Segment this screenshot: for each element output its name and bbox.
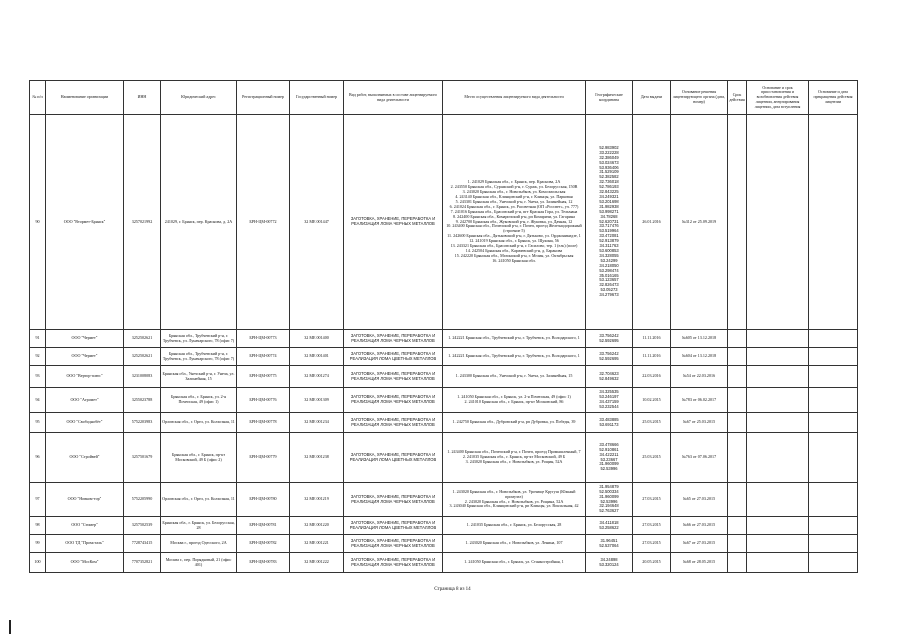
suspension-cell <box>747 330 809 348</box>
state-number-cell: 32 МЕ 001222 <box>290 553 344 573</box>
coordinate-value: 53.600853 <box>599 247 619 253</box>
activity-type-cell: ЗАГОТОВКА, ХРАНЕНИЕ, ПЕРЕРАБОТКА И РЕАЛИЗАЦИЯ ЛОМА ЦВЕТНЫХ МЕТАЛЛОВ <box>344 348 443 366</box>
place-entry: 3. 243020 Брянская обл., г. Новозыбков, ул. Рощин, 52А <box>465 458 563 464</box>
place-entry: 16. 241050 Брянская обл. <box>492 257 536 263</box>
coordinate-value: 52.500334 <box>599 488 619 494</box>
place-entry: 13. 243321 Брянская обл., Брасовский р-н, г. Гасилово, тер. 1 (ель) (поле) <box>450 243 578 249</box>
column-header: Дата выдачи <box>633 81 671 115</box>
legal-address-cell: Брянская обл., г. Брянск, ул. 2-я Почепская, 49 (офис 1) <box>161 388 237 413</box>
coordinate-value: 53.519964 <box>599 228 619 234</box>
issue-date-cell: 22.03.2016 <box>633 366 671 388</box>
decision-basis-cell: №763 от 07.06.2017 <box>671 433 728 483</box>
issue-date-cell: 20.05.2015 <box>633 553 671 573</box>
coordinate-value: 34.218050 <box>599 262 619 268</box>
organization-name-cell: ООО "Стимер" <box>46 517 124 535</box>
coordinates-cell <box>586 517 633 535</box>
coordinate-value: 52.53996 <box>600 466 618 472</box>
coordinate-value: 33.478666 <box>599 441 619 447</box>
place-entry: 12. 241019 Брянская обл., г. Брянск, ул. Щукина, 56 <box>469 238 559 244</box>
state-number-cell: 32 МЕ 001400 <box>290 330 344 348</box>
inn-cell: 3257501679 <box>124 433 161 483</box>
suspension-cell <box>747 517 809 535</box>
termination-cell <box>809 330 858 348</box>
coordinates-cell <box>586 553 633 573</box>
coordinate-value: 53.691173 <box>599 421 619 427</box>
coordinate-value: 52.592695 <box>599 337 619 343</box>
state-number-cell: 32 МЕ 001221 <box>290 535 344 553</box>
place-entry: 1. 241050 Брянская обл., г. Брянск, ул. 2-я Почепская, 49 (офис 1) <box>457 394 571 400</box>
termination-cell <box>809 348 858 366</box>
activity-type-cell: ЗАГОТОВКА, ХРАНЕНИЕ, ПЕРЕРАБОТКА И РЕАЛИЗАЦИЯ ЛОМА ЧЕРНЫХ МЕТАЛЛОВ <box>344 553 443 573</box>
state-number-cell: 32 МЕ 001309 <box>290 388 344 413</box>
column-header: Срок действия <box>728 81 747 115</box>
suspension-cell <box>747 413 809 433</box>
state-number-cell: 32 МЕ 001238 <box>290 433 344 483</box>
organization-name-cell: ООО "Свободнобёт" <box>46 413 124 433</box>
organization-name-cell: ООО "Стройвей" <box>46 433 124 483</box>
coordinate-value: 34.422211 <box>599 451 619 457</box>
row-number-cell: 97 <box>30 483 46 517</box>
issue-date-cell: 11.11.2016 <box>633 330 671 348</box>
activity-type-cell: ЗАГОТОВКА, ХРАНЕНИЕ, ПЕРЕРАБОТКА И РЕАЛИЗАЦИЯ ЛОМА ЧЕРНЫХ МЕТАЛЛОВ <box>344 535 443 553</box>
inn-cell: 5752205990 <box>124 483 161 517</box>
place-entry: 1. 241050 Брянская обл., г. Брянск, ул. Станкостройная, 1 <box>464 559 564 565</box>
coordinate-value: 53.05273 <box>600 287 618 293</box>
registration-number-cell: БРН-ЦМ-00782 <box>237 535 290 553</box>
table-row <box>30 348 858 366</box>
coordinate-value: 31.982938 <box>599 203 619 209</box>
coordinates-cell <box>586 366 633 388</box>
activity-places-cell <box>443 348 586 366</box>
termination-cell <box>809 517 858 535</box>
column-header: Вид работ, выполняемых в составе лицензируемого вида деятельности <box>344 81 443 115</box>
table-row <box>30 413 858 433</box>
suspension-cell <box>747 115 809 330</box>
place-entry: 9. 242700 Брянская обл., Жуковский р-н, г. Жуковка, ул. Дачная, 12 <box>455 218 573 224</box>
coordinates-cell <box>586 330 633 348</box>
place-entry: 5. 243301 Брянская обл., Унечский р-н, г. Унеча, ул. Залинейная, 12 <box>455 198 573 204</box>
suspension-cell <box>747 366 809 388</box>
validity-term-cell <box>728 413 747 433</box>
activity-places-cell <box>443 366 586 388</box>
coordinate-value: 53.298474 <box>599 267 619 273</box>
issue-date-cell: 27.03.2015 <box>633 535 671 553</box>
place-entry: 2. 243020 Брянская обл., г. Новозыбков, ул. Рощина, 52А <box>464 498 564 504</box>
coordinate-value: 52.983902 <box>599 144 619 150</box>
place-entry: 1. 243020 Брянская обл., г. Новозыбков, ул. Ленина, 107 <box>465 540 563 546</box>
coordinate-value: 33.756242 <box>599 332 619 338</box>
activity-type-cell: ЗАГОТОВКА, ХРАНЕНИЕ, ПЕРЕРАБОТКА И РЕАЛИЗАЦИЯ ЛОМА ЧЕРНЫХ МЕТАЛЛОВ <box>344 413 443 433</box>
row-number-cell: 96 <box>30 433 46 483</box>
column-header: № п/п <box>30 81 46 115</box>
coordinate-value: 33.472081 <box>599 233 619 239</box>
coordinate-value: 53.246197 <box>599 394 619 400</box>
coordinates-cell <box>586 413 633 433</box>
row-number-cell: 100 <box>30 553 46 573</box>
organization-name-cell: ООО "МосКом" <box>46 553 124 573</box>
activity-type-cell: ЗАГОТОВКА, ХРАНЕНИЕ, ПЕРЕРАБОТКА И РЕАЛИЗАЦИЯ ЛОМА ЧЕРНЫХ МЕТАЛЛОВ <box>344 330 443 348</box>
inn-cell: 5752203983 <box>124 413 161 433</box>
issue-date-cell: 11.11.2016 <box>633 348 671 366</box>
registration-number-cell: БРН-ЦМ-00780 <box>237 483 290 517</box>
table-row <box>30 535 858 553</box>
row-number-cell: 93 <box>30 366 46 388</box>
activity-places-cell <box>443 535 586 553</box>
place-entry: 1. 242221 Брянская обл., Трубчевский р-н, г. Трубчевск, ул. Володарского, 1 <box>448 353 580 359</box>
coordinate-value: 32.386049 <box>599 154 619 160</box>
inn-cell: 3252502621 <box>124 348 161 366</box>
coordinate-value: 53.998271 <box>599 208 619 214</box>
organization-name-cell: ООО "Вертор-плюс" <box>46 366 124 388</box>
column-header: Наименование организации <box>46 81 124 115</box>
decision-basis-cell: №312 от 25.09.2019 <box>671 115 728 330</box>
place-entry: 6. 241024 Брянская обл., г. Брянск, ул. Рассветная (ОП «Россвет», уч. 777) <box>449 203 579 209</box>
coordinates-cell <box>586 348 633 366</box>
activity-type-cell: ЗАГОТОВКА, ХРАНЕНИЕ, ПЕРЕРАБОТКА И РЕАЛИЗАЦИЯ ЛОМА ЦВЕТНЫХ МЕТАЛЛОВ <box>344 517 443 535</box>
legal-address-cell: Орловская обл., г. Орел, ул. Колхозная, 11 <box>161 413 237 433</box>
place-entry: 14. 242504 Брянская обл., Карачевский р-н, д. Баранова <box>465 247 563 253</box>
coordinate-value: 34.328055 <box>599 252 619 258</box>
license-register-table <box>29 80 858 573</box>
decision-basis-cell: №54 от 22.03.2016 <box>671 366 728 388</box>
decision-basis-cell: №605 от 13.12.2018 <box>671 330 728 348</box>
inn-cell: 3255023788 <box>124 388 161 413</box>
legal-address-cell: Брянская обл., Унечский р-н, г. Унеча, ул. Залинейная, 15 <box>161 366 237 388</box>
organization-name-cell: ООО "Чермет" <box>46 348 124 366</box>
legal-address-cell: Брянская обл., Трубчевский р-н, г. Трубчевск, ул. Луначарского, 78 (офис 7) <box>161 330 237 348</box>
validity-term-cell <box>728 115 747 330</box>
table-row <box>30 366 858 388</box>
coordinate-value: 35.016165 <box>599 272 619 278</box>
suspension-cell <box>747 483 809 517</box>
registration-number-cell: БРН-ЦМ-00774 <box>237 348 290 366</box>
registration-number-cell: БРН-ЦМ-00775 <box>237 366 290 388</box>
coordinate-value: 34.325535 <box>599 389 619 395</box>
registration-number-cell: БРН-ЦМ-00773 <box>237 330 290 348</box>
activity-places-cell <box>443 483 586 517</box>
coordinate-value: 34.78268 <box>600 213 618 219</box>
coordinate-value: 31.960099 <box>599 461 619 467</box>
coordinate-value: 52.786193 <box>599 184 619 190</box>
state-number-cell: 32 МЕ 001219 <box>290 483 344 517</box>
organization-name-cell: ООО "Новком-тор" <box>46 483 124 517</box>
termination-cell <box>809 115 858 330</box>
place-entry: 2. 241010 Брянская обл., г. Брянск, пр-кт Московский, 86 <box>464 399 564 404</box>
coordinate-value: 53.024673 <box>599 159 619 165</box>
validity-term-cell <box>728 330 747 348</box>
table-header <box>30 81 858 115</box>
registration-number-cell: БРН-ЦМ-00778 <box>237 413 290 433</box>
coordinate-value: 52.910861 <box>599 446 619 452</box>
activity-type-cell: ЗАГОТОВКА, ХРАНЕНИЕ, ПЕРЕРАБОТКА И РЕАЛИЗАЦИЯ ЛОМА ЧЕРНЫХ МЕТАЛЛОВ <box>344 115 443 330</box>
validity-term-cell <box>728 553 747 573</box>
validity-term-cell <box>728 517 747 535</box>
place-entry: 15. 242220 Брянская обл., Мглинский р-н, г. Мглин, ул. Октябрьская <box>454 252 574 258</box>
coordinate-value: 32.736018 <box>599 179 619 185</box>
coordinate-value: 34.437159 <box>599 399 619 404</box>
row-number-cell: 90 <box>30 115 46 330</box>
coordinate-value: 32.826473 <box>599 282 619 288</box>
activity-places-cell <box>443 553 586 573</box>
organization-name-cell: ООО "Агромет" <box>46 388 124 413</box>
termination-cell <box>809 388 858 413</box>
state-number-cell: 32 МЕ 001447 <box>290 115 344 330</box>
decision-basis-cell: №67 от 25.03.2015 <box>671 413 728 433</box>
registration-number-cell: БРН-ЦМ-00781 <box>237 517 290 535</box>
decision-basis-cell: №67 от 27.03.2015 <box>671 535 728 553</box>
termination-cell <box>809 433 858 483</box>
validity-term-cell <box>728 366 747 388</box>
table-row <box>30 115 858 330</box>
coordinates-cell <box>586 483 633 517</box>
coordinate-value: 31.954879 <box>599 483 619 489</box>
state-number-cell: 32 МЕ 001274 <box>290 366 344 388</box>
coordinate-value: 34.279673 <box>599 292 619 298</box>
coordinate-value: 31.960099 <box>599 493 619 499</box>
table-body <box>30 115 858 573</box>
inn-cell: 3257021992 <box>124 115 161 330</box>
organization-name-cell: ООО "Втормет-Брянск" <box>46 115 124 330</box>
coordinate-value: 34.311763 <box>599 243 619 249</box>
legal-address-cell: Орловская обл., г. Орел, ул. Колхозная, 11 <box>161 483 237 517</box>
page-number: Страница 8 из 14 <box>434 587 471 592</box>
table-row <box>30 433 858 483</box>
coordinate-value: 52.763627 <box>599 508 619 514</box>
suspension-cell <box>747 388 809 413</box>
organization-name-cell: ООО "Чермет" <box>46 330 124 348</box>
row-number-cell: 98 <box>30 517 46 535</box>
decision-basis-cell: №68 от 28.05.2015 <box>671 553 728 573</box>
coordinate-value: 32.843225 <box>599 189 619 195</box>
row-number-cell: 95 <box>30 413 46 433</box>
row-number-cell: 99 <box>30 535 46 553</box>
coordinates-cell <box>586 388 633 413</box>
coordinates-cell <box>586 433 633 483</box>
row-number-cell: 92 <box>30 348 46 366</box>
decision-basis-cell: №66 от 27.03.2015 <box>671 517 728 535</box>
place-entry: 1. 241029 Брянская обл., г. Брянск, пер. Краснова, 2А <box>467 179 561 185</box>
coordinate-value: 33.222228 <box>599 149 619 155</box>
coordinate-value: 52.382582 <box>599 174 619 180</box>
state-number-cell: 32 МЕ 001234 <box>290 413 344 433</box>
issue-date-cell: 27.03.2015 <box>633 483 671 517</box>
coordinate-value: 53.123657 <box>599 277 619 283</box>
coordinate-value: 52.620731 <box>599 218 619 224</box>
legal-address-cell: 241029, г. Брянск, пер. Краснова, д. 2А <box>161 115 237 330</box>
place-entry: 1. 243300 Брянская обл., Унечский р-н, г. Унеча, ул. Залинейная, 15 <box>455 373 573 379</box>
place-entry: 11. 242600 Брянская обл., Дятьковский р-н, г. Дятьково, ул. Орджоникидзе, 1 <box>447 233 581 239</box>
coordinate-value: 53.258622 <box>599 524 619 530</box>
place-entry: 2. 243550 Брянская обл., Суражский р-н, г. Сураж, ул. Белорусская, 150В <box>450 184 578 190</box>
suspension-cell <box>747 433 809 483</box>
termination-cell <box>809 483 858 517</box>
table-row <box>30 330 858 348</box>
table-row <box>30 553 858 573</box>
activity-places-cell <box>443 115 586 330</box>
registration-number-cell: БРН-ЦМ-00779 <box>237 433 290 483</box>
state-number-cell: 32 МЕ 001220 <box>290 517 344 535</box>
activity-places-cell <box>443 433 586 483</box>
issue-date-cell: 27.03.2015 <box>633 517 671 535</box>
place-entry: 2. 241035 Брянская обл., г. Брянск, пр-кт Московский, 49 Б <box>462 454 566 460</box>
place-entry: 7. 241016 Брянская обл., Брасовский р-н, пгт Красная Гора, ул. Тельмана <box>450 208 578 214</box>
place-entry: 4. 243140 Брянская обл., Клинцовский р-н, г. Клинцы, ул. Парковая <box>455 194 573 200</box>
coordinate-value: 53.320124 <box>599 561 619 567</box>
coordinates-cell <box>586 535 633 553</box>
validity-term-cell <box>728 535 747 553</box>
activity-type-cell: ЗАГОТОВКА, ХРАНЕНИЕ, ПЕРЕРАБОТКА И РЕАЛИЗАЦИЯ ЛОМА ЦВЕТНЫХ МЕТАЛЛОВ <box>344 433 443 483</box>
coordinate-value: 34.24898 <box>600 556 618 562</box>
row-number-cell: 94 <box>30 388 46 413</box>
coordinate-value: 52.592695 <box>599 355 619 361</box>
coordinate-value: 34.411818 <box>599 519 619 525</box>
column-header: Юридический адрес <box>161 81 237 115</box>
column-header: Место осуществления лицензируемого вида деятельности <box>443 81 586 115</box>
place-entry: 1. 243400 Брянская обл., Почепский р-н, г. Почеп, проезд Промышленный, 7 <box>447 449 581 455</box>
inn-cell: 3231008083 <box>124 366 161 388</box>
place-entry: 1. 243020 Брянская обл., г. Новозыбков, ул. Урочище Кругуш (Южный промузел) <box>452 488 576 499</box>
validity-term-cell <box>728 433 747 483</box>
coordinate-value: 53.201698 <box>599 198 619 204</box>
place-entry: 10. 243400 Брянская обл., Почепский р-н, г. Почеп, проезд Железнодорожный (строение 5) <box>446 223 582 234</box>
activity-places-cell <box>443 330 586 348</box>
place-entry: 1. 241035 Брянская обл., г. Брянск, ул. Белорусская, 28 <box>466 522 562 528</box>
column-header: Основание решения лицензирующего органа (дата, номер) <box>671 81 728 115</box>
activity-places-cell <box>443 517 586 535</box>
legal-address-cell: Москва г., пер. Порядковый, 21 (офис 401) <box>161 553 237 573</box>
column-header: Основание и срок приостановления и возобновления действия лицензии, аннулирования лицензии, дата вступления <box>747 81 809 115</box>
coordinate-value: 32.194648 <box>599 503 619 509</box>
decision-basis-cell: №604 от 13.12.2018 <box>671 348 728 366</box>
table-row <box>30 483 858 517</box>
coordinate-value: 52.913879 <box>599 238 619 244</box>
legal-address-cell: Брянская обл., г. Брянск, пр-кт Московский, 49 Б (офис 2) <box>161 433 237 483</box>
table-row <box>30 388 858 413</box>
inn-cell: 7707352821 <box>124 553 161 573</box>
table-row <box>30 517 858 535</box>
activity-places-cell <box>443 413 586 433</box>
termination-cell <box>809 553 858 573</box>
place-entry: 1. 242221 Брянская обл., Трубчевский р-н, г. Трубчевск, ул. Володарского, 1 <box>448 335 580 341</box>
coordinate-value: 53.23667 <box>600 456 618 462</box>
column-header: Основание и дата прекращения действия лицензии <box>809 81 858 115</box>
place-entry: 8. 242400 Брянская обл., Комаричский р-н, рп Комаричи, ул. Гагарина <box>453 213 575 219</box>
issue-date-cell: 10.02.2015 <box>633 388 671 413</box>
registration-number-cell: БРН-ЦМ-00776 <box>237 388 290 413</box>
column-header: Государственный номер <box>290 81 344 115</box>
decision-basis-cell: №65 от 27.03.2015 <box>671 483 728 517</box>
place-entry: 3. 243020 Брянская обл., г. Новозыбков, ул. Комсомольская <box>462 189 566 195</box>
legal-address-cell: Брянская обл., г. Брянск, ул. Белорусская, 28 <box>161 517 237 535</box>
issue-date-cell: 25.03.2015 <box>633 433 671 483</box>
coordinate-value: 31.529109 <box>599 169 619 175</box>
state-number-cell: 32 МЕ 001401 <box>290 348 344 366</box>
place-entry: 1. 242750 Брянская обл., Дубровский р-н, рп Дубровка, ул. Победы, 39 <box>452 419 576 425</box>
registration-number-cell: БРН-ЦМ-00783 <box>237 553 290 573</box>
coordinate-value: 53.936406 <box>599 164 619 170</box>
coordinate-value: 52.53996 <box>600 498 618 504</box>
coordinate-value: 33.756242 <box>599 350 619 356</box>
activity-places-cell <box>443 388 586 413</box>
suspension-cell <box>747 348 809 366</box>
organization-name-cell: ООО ТД "Промсталь" <box>46 535 124 553</box>
coordinate-value: 52.537064 <box>599 542 619 548</box>
issue-date-cell: 26.01.2016 <box>633 115 671 330</box>
column-header: ИНН <box>124 81 161 115</box>
inn-cell: 3257502539 <box>124 517 161 535</box>
validity-term-cell <box>728 348 747 366</box>
scan-edge-mark <box>9 620 11 634</box>
coordinate-value: 31.96451 <box>600 537 618 543</box>
decision-basis-cell: №783 от 06.02.2017 <box>671 388 728 413</box>
inn-cell: 3252502621 <box>124 330 161 348</box>
suspension-cell <box>747 553 809 573</box>
termination-cell <box>809 366 858 388</box>
column-header: Географические координаты <box>586 81 633 115</box>
coordinate-value: 33.717476 <box>599 223 619 229</box>
activity-type-cell: ЗАГОТОВКА, ХРАНЕНИЕ, ПЕРЕРАБОТКА И РЕАЛИЗАЦИЯ ЛОМА ЧЕРНЫХ МЕТАЛЛОВ <box>344 483 443 517</box>
registration-number-cell: БРН-ЦМ-00772 <box>237 115 290 330</box>
coordinates-cell <box>586 115 633 330</box>
coordinate-value: 32.704623 <box>599 370 619 376</box>
termination-cell <box>809 535 858 553</box>
suspension-cell <box>747 535 809 553</box>
coordinate-value: 52.849632 <box>599 375 619 381</box>
validity-term-cell <box>728 388 747 413</box>
validity-term-cell <box>728 483 747 517</box>
activity-type-cell: ЗАГОТОВКА, ХРАНЕНИЕ, ПЕРЕРАБОТКА И РЕАЛИЗАЦИЯ ЛОМА ЧЕРНЫХ МЕТАЛЛОВ <box>344 366 443 388</box>
column-header: Регистрационный номер <box>237 81 290 115</box>
termination-cell <box>809 413 858 433</box>
place-entry: 3. 243040 Брянская обл., Клинцовский р-н, рп Клинцы, ул. Вокзальная, 42 <box>449 503 579 509</box>
row-number-cell: 91 <box>30 330 46 348</box>
inn-cell: 7728743415 <box>124 535 161 553</box>
coordinate-value: 34.249321 <box>599 194 619 200</box>
legal-address-cell: Брянская обл., Трубчевский р-н, г. Трубчевск, ул. Луначарского, 78 (офис 7) <box>161 348 237 366</box>
coordinate-value: 53.24299 <box>600 257 618 263</box>
coordinate-value: 33.483885 <box>599 416 619 422</box>
activity-type-cell: ЗАГОТОВКА, ХРАНЕНИЕ, ПЕРЕРАБОТКА И РЕАЛИЗАЦИЯ ЛОМА ЧЕРНЫХ МЕТАЛЛОВ <box>344 388 443 413</box>
issue-date-cell: 25.03.2015 <box>633 413 671 433</box>
legal-address-cell: Москва г., проезд Одесского, 2А <box>161 535 237 553</box>
coordinate-value: 53.232544 <box>599 403 619 409</box>
